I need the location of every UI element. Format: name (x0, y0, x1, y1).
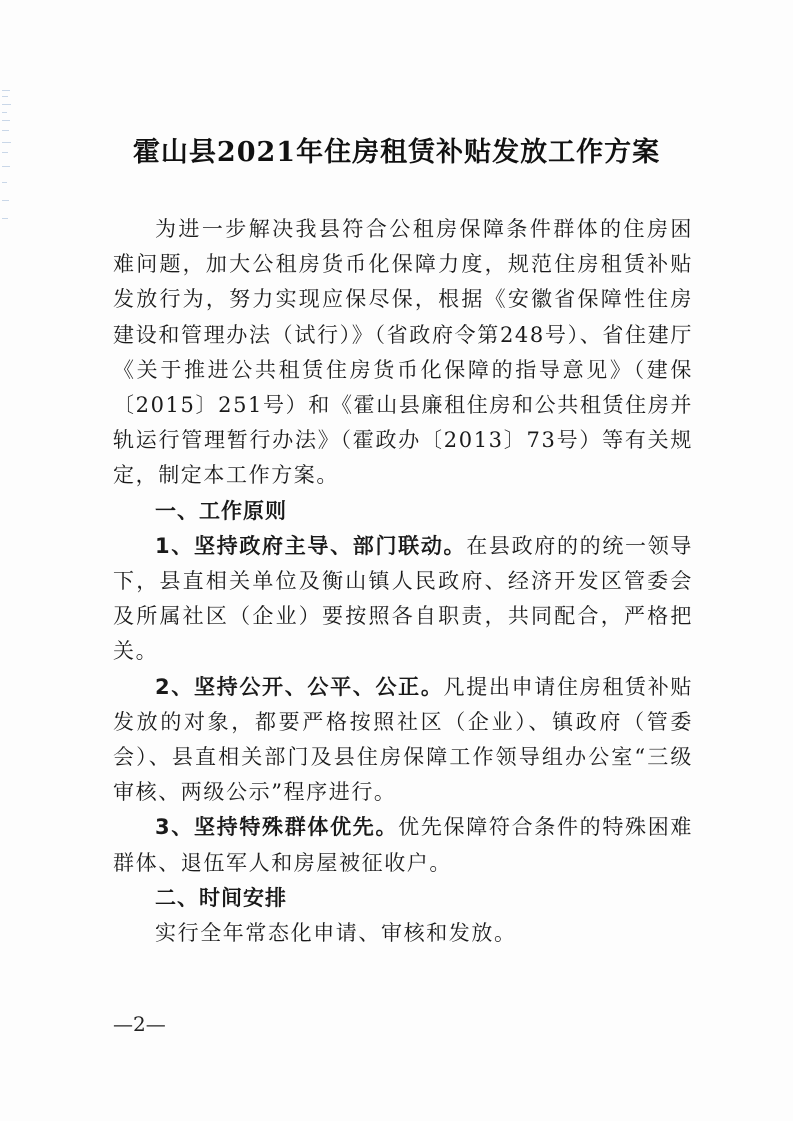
principle-lead-1: 1、坚持政府主导、部门联动。 (155, 533, 467, 558)
principle-item-3 (113, 810, 693, 880)
section-heading-principles: 一、工作原则 (155, 498, 287, 523)
document-title: 霍山县2021年住房租赁补贴发放工作方案 (132, 137, 661, 168)
principle-text-1: 在县政府的的统一领导下，县直相关单位及衡山镇人民政府、经济开发区管委会及所属社区（企业）要按照各自职责，共同配合，严格把关。 (113, 533, 693, 664)
principle-item-1 (113, 529, 693, 670)
principle-lead-3: 3、坚持特殊群体优先。 (155, 815, 399, 840)
page-number: —2— (113, 1012, 166, 1036)
principle-lead-2: 2、坚持公开、公平、公正。 (155, 674, 444, 699)
intro-paragraph: 为进一步解决我县符合公租房保障条件群体的住房困难问题，加大公租房货币化保障力度，规范住房租赁补贴发放行为，努力实现应保尽保，根据《安徽省保障性住房建设和管理办法（试行）》（省政府令第248号）、省住建厅《关于推进公共租赁住房货币化保障的指导意见》（建保〔2015〕251号）和《霍山县廉租住房和公共租赁住房并轨运行管理暂行办法》（霍政办〔2013〕73号）等有关规定，制定本工作方案。 (113, 217, 693, 488)
principle-text-2: 凡提出申请住房租赁补贴发放的对象，都要严格按照社区（企业）、镇政府（管委会）、县直相关部门及县住房保障工作领导组办公室“三级审核、两级公示”程序进行。 (113, 674, 693, 805)
section-heading-schedule: 二、时间安排 (155, 885, 287, 910)
schedule-paragraph: 实行全年常态化申请、审核和发放。 (155, 921, 517, 946)
principle-text-3: 优先保障符合条件的特殊困难群体、退伍军人和房屋被征收户。 (113, 815, 693, 875)
document-body (113, 212, 693, 951)
scan-edge-marks (2, 90, 12, 290)
principle-item-2 (113, 670, 693, 811)
